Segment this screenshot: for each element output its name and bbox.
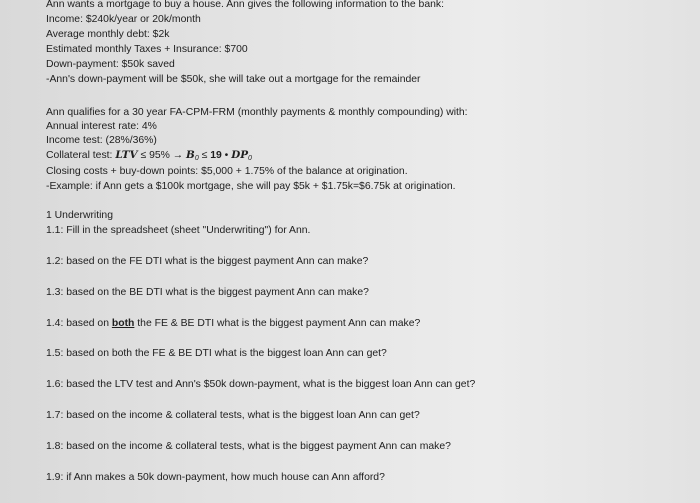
question-1-4-pre: 1.4: based on (46, 318, 112, 329)
dp-symbol: DP (231, 149, 249, 161)
question-1-1: 1.1: Fill in the spreadsheet (sheet "Underwriting") for Ann. (46, 225, 311, 236)
down-payment-line: Down-payment: $50k saved (46, 59, 175, 70)
collateral-test-line (46, 149, 252, 165)
question-1-7: 1.7: based on the income & collateral tests, what is the biggest loan Ann can get? (46, 410, 420, 421)
question-1-9: 1.9: if Ann makes a 50k down-payment, how much house can Ann afford? (46, 472, 385, 483)
collateral-prefix: Collateral test: (46, 150, 113, 161)
le-symbol-2: ≤ (201, 150, 208, 161)
ltv-percent: 95% (149, 150, 170, 161)
ltv-symbol: LTV (115, 149, 138, 161)
monthly-debt-line: Average monthly debt: $2k (46, 29, 170, 40)
qualify-line: Ann qualifies for a 30 year FA-CPM-FRM (monthly payments & monthly compounding) with: (46, 107, 468, 118)
income-line: Income: $240k/year or 20k/month (46, 14, 201, 25)
multiply-dot: • (224, 150, 229, 161)
question-1-5: 1.5: based on both the FE & BE DTI what is the biggest loan Ann can get? (46, 348, 387, 359)
question-1-4-post: the FE & BE DTI what is the biggest payment Ann can make? (134, 318, 421, 329)
interest-rate-line: Annual interest rate: 4% (46, 121, 157, 132)
le-symbol-1: ≤ (140, 150, 147, 161)
question-1-4 (46, 317, 420, 330)
dp-subscript: 0 (248, 155, 252, 162)
income-test-line: Income test: (28%/36%) (46, 135, 157, 146)
question-1-3: 1.3: based on the BE DTI what is the biggest payment Ann can make? (46, 287, 369, 298)
down-payment-note: -Ann's down-payment will be $50k, she will take out a mortgage for the remainder (46, 74, 421, 85)
example-line: -Example: if Ann gets a $100k mortgage, she will pay $5k + $1.75k=$6.75k at origination. (46, 181, 456, 192)
question-1-2: 1.2: based on the FE DTI what is the biggest payment Ann can make? (46, 256, 369, 267)
closing-costs-line: Closing costs + buy-down points: $5,000 + 1.75% of the balance at origination. (46, 166, 408, 177)
arrow-icon: → (172, 150, 184, 161)
nineteen-value: 19 (210, 150, 222, 161)
section-header: 1 Underwriting (46, 210, 113, 221)
intro-line-1: Ann wants a mortgage to buy a house. Ann gives the following information to the bank: (46, 0, 444, 10)
b-symbol: B (186, 149, 195, 161)
question-1-8: 1.8: based on the income & collateral tests, what is the biggest payment Ann can make? (46, 441, 451, 452)
question-1-6: 1.6: based the LTV test and Ann's $50k down-payment, what is the biggest loan Ann can get? (46, 379, 476, 390)
taxes-insurance-line: Estimated monthly Taxes + Insurance: $700 (46, 44, 248, 55)
question-1-4-emphasis: both (111, 318, 135, 329)
b-subscript: 0 (194, 155, 199, 162)
